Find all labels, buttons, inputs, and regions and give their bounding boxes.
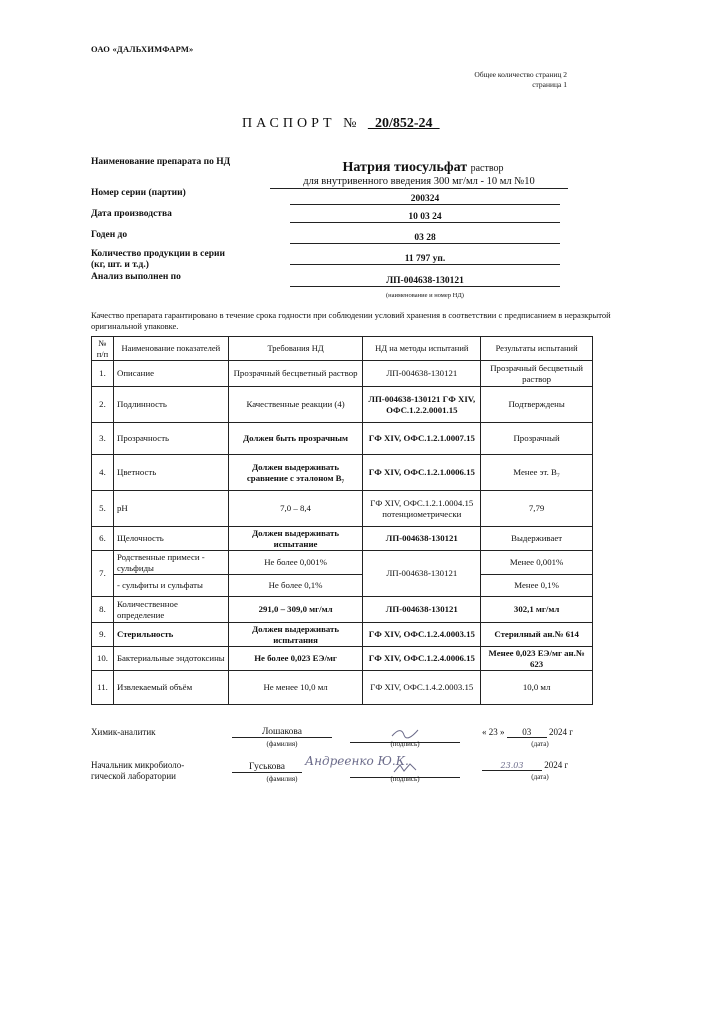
table-row bbox=[92, 647, 593, 671]
column-header: Наименование показателей bbox=[113, 337, 228, 361]
table-header-row bbox=[92, 337, 593, 361]
test-method: ЛП-004638-130121 bbox=[363, 527, 481, 551]
test-method: ГФ XIV, ОФС.1.4.2.0003.15 bbox=[363, 671, 481, 705]
requirement: 291,0 – 309,0 мг/мл bbox=[228, 597, 363, 623]
indicator-name: Прозрачность bbox=[113, 423, 228, 455]
page-counter bbox=[474, 70, 567, 90]
row-number: 11. bbox=[92, 671, 114, 705]
indicator-name: Подлинность bbox=[113, 387, 228, 423]
test-method: ЛП-004638-130121 bbox=[363, 361, 481, 387]
table-row bbox=[92, 597, 593, 623]
product-name bbox=[283, 160, 563, 176]
test-result: Менее эт. B₇ bbox=[481, 455, 593, 491]
expiry-label: Годен до bbox=[91, 230, 128, 240]
requirement: Прозрачный бесцветный раствор bbox=[228, 361, 363, 387]
row-number: 7. bbox=[92, 551, 114, 597]
quantity-value: 11 797 уп. bbox=[290, 254, 560, 265]
indicator-name: Бактериальные эндотоксины bbox=[113, 647, 228, 671]
chemist-date-caption: (дата) bbox=[531, 740, 549, 748]
test-method: ГФ XIV, ОФС.1.2.1.0007.15 bbox=[363, 423, 481, 455]
analysis-note: (наименование и номер НД) bbox=[386, 292, 464, 299]
table-row bbox=[92, 361, 593, 387]
column-header: Результаты испытаний bbox=[481, 337, 593, 361]
product-name-value: Натрия тиосульфат bbox=[342, 160, 468, 175]
table-row bbox=[92, 423, 593, 455]
row-number: 5. bbox=[92, 491, 114, 527]
test-result: Менее 0,1% bbox=[481, 575, 593, 597]
quantity-label-line-2: (кг, шт. и т.д.) bbox=[91, 260, 149, 270]
chief-label bbox=[91, 760, 184, 782]
table-row bbox=[92, 455, 593, 491]
requirement: Не более 0,1% bbox=[228, 575, 363, 597]
chemist-surname: Лошакова bbox=[232, 727, 332, 738]
series-label: Номер серии (партии) bbox=[91, 188, 186, 198]
indicator-name: - сульфиты и сульфаты bbox=[113, 575, 228, 597]
analysis-label: Анализ выполнен по bbox=[91, 272, 181, 282]
row-number: 9. bbox=[92, 623, 114, 647]
column-header: № п/п bbox=[92, 337, 114, 361]
document-title bbox=[242, 116, 440, 132]
table-row bbox=[92, 623, 593, 647]
chief-surname-caption: (фамилия) bbox=[266, 775, 298, 783]
company-name: ОАО «ДАЛЬХИМФАРМ» bbox=[91, 44, 194, 54]
test-method: ЛП-004638-130121 bbox=[363, 551, 481, 597]
chief-surname: Гуськова bbox=[232, 762, 302, 773]
analysis-value: ЛП-004638-130121 bbox=[290, 276, 560, 287]
test-method: ГФ XIV, ОФС.1.2.1.0006.15 bbox=[363, 455, 481, 491]
test-method: ЛП-004638-130121 bbox=[363, 597, 481, 623]
series-value: 200324 bbox=[290, 194, 560, 205]
requirement: Должен выдерживать испытания bbox=[228, 623, 363, 647]
table-row bbox=[92, 527, 593, 551]
requirement: 7,0 – 8,4 bbox=[228, 491, 363, 527]
chemist-date-year: 2024 г bbox=[549, 727, 573, 737]
indicator-name: Родственные примеси - сульфиды bbox=[113, 551, 228, 575]
specification-table bbox=[91, 336, 593, 705]
table-row bbox=[92, 671, 593, 705]
table-row bbox=[92, 575, 593, 597]
chemist-date bbox=[482, 727, 612, 738]
chief-signature-caption: (подпись) bbox=[390, 775, 420, 783]
indicator-name: Извлекаемый объём bbox=[113, 671, 228, 705]
table-row bbox=[92, 551, 593, 575]
test-result: 302,1 мг/мл bbox=[481, 597, 593, 623]
expiry-value: 03 28 bbox=[290, 233, 560, 244]
requirement: Должен выдерживать сравнение с эталоном B₇ bbox=[228, 455, 363, 491]
test-result: 7,79 bbox=[481, 491, 593, 527]
row-number: 2. bbox=[92, 387, 114, 423]
test-method: ГФ XIV, ОФС.1.2.4.0003.15 bbox=[363, 623, 481, 647]
table-row bbox=[92, 387, 593, 423]
test-result: Менее 0,001% bbox=[481, 551, 593, 575]
test-result: Стерилный ан.№ 614 bbox=[481, 623, 593, 647]
test-result: 10,0 мл bbox=[481, 671, 593, 705]
production-date-label: Дата производства bbox=[91, 209, 172, 219]
chief-handwritten-name: Андреенко Ю.К. bbox=[305, 754, 409, 768]
column-header: НД на методы испытаний bbox=[363, 337, 481, 361]
requirement: Не менее 10,0 мл bbox=[228, 671, 363, 705]
quality-statement: Качество препарата гарантировано в течение срока годности при соблюдении условий хранения в соответствии с предписанием в неразкрытой оригинальной упаковке. bbox=[91, 310, 611, 331]
passport-number: _20/852-24_ bbox=[367, 116, 440, 131]
row-number: 6. bbox=[92, 527, 114, 551]
chemist-signature-caption: (подпись) bbox=[390, 740, 420, 748]
row-number: 8. bbox=[92, 597, 114, 623]
production-date-value: 10 03 24 bbox=[290, 212, 560, 223]
product-name-label: Наименование препарата по НД bbox=[91, 157, 231, 167]
requirement: Не более 0,001% bbox=[228, 551, 363, 575]
total-pages: Общее количество страниц 2 bbox=[474, 70, 567, 79]
chemist-date-month: 03 bbox=[507, 727, 547, 738]
test-method: ГФ XIV, ОФС.1.2.1.0004.15 потенциометрически bbox=[363, 491, 481, 527]
chief-signature-mark bbox=[390, 762, 420, 774]
chemist-label: Химик-аналитик bbox=[91, 727, 156, 737]
page-number: страница 1 bbox=[532, 80, 567, 89]
test-method: ГФ XIV, ОФС.1.2.4.0006.15 bbox=[363, 647, 481, 671]
indicator-name: Щелочность bbox=[113, 527, 228, 551]
chief-date bbox=[482, 760, 612, 771]
requirement: Должен быть прозрачным bbox=[228, 423, 363, 455]
chief-date-year: 2024 г bbox=[544, 760, 569, 770]
quantity-label bbox=[91, 249, 225, 271]
row-number: 3. bbox=[92, 423, 114, 455]
chief-label-line-2: гической лаборатории bbox=[91, 771, 177, 781]
indicator-name: pH bbox=[113, 491, 228, 527]
indicator-name: Цветность bbox=[113, 455, 228, 491]
row-number: 1. bbox=[92, 361, 114, 387]
test-result: Подтверждены bbox=[481, 387, 593, 423]
chemist-surname-caption: (фамилия) bbox=[266, 740, 298, 748]
chemist-signature-mark bbox=[390, 727, 420, 739]
product-name-suffix: раствор bbox=[470, 163, 504, 174]
requirement: Качественные реакции (4) bbox=[228, 387, 363, 423]
indicator-name: Стерильность bbox=[113, 623, 228, 647]
chief-date-handwritten: 23.03 bbox=[482, 761, 542, 771]
product-route: для внутривенного введения 300 мг/мл - 10 мл №10 bbox=[270, 176, 568, 189]
indicator-name: Количественное определение bbox=[113, 597, 228, 623]
row-number: 4. bbox=[92, 455, 114, 491]
chemist-date-day: « 23 » bbox=[482, 727, 505, 737]
table-row bbox=[92, 491, 593, 527]
chief-date-caption: (дата) bbox=[531, 773, 549, 781]
row-number: 10. bbox=[92, 647, 114, 671]
title-label: ПАСПОРТ № bbox=[242, 116, 361, 131]
test-method: ЛП-004638-130121 ГФ XIV, ОФС.1.2.2.0001.15 bbox=[363, 387, 481, 423]
chief-label-line-1: Начальник микробиоло- bbox=[91, 760, 185, 770]
quantity-label-line-1: Количество продукции в серии bbox=[91, 249, 225, 259]
test-result: Прозрачный бесцветный раствор bbox=[481, 361, 593, 387]
column-header: Требования НД bbox=[228, 337, 363, 361]
test-result: Выдерживает bbox=[481, 527, 593, 551]
indicator-name: Описание bbox=[113, 361, 228, 387]
test-result: Менее 0,023 ЕЭ/мг ан.№ 623 bbox=[481, 647, 593, 671]
test-result: Прозрачный bbox=[481, 423, 593, 455]
requirement: Должен выдерживать испытание bbox=[228, 527, 363, 551]
requirement: Не более 0,023 ЕЭ/мг bbox=[228, 647, 363, 671]
